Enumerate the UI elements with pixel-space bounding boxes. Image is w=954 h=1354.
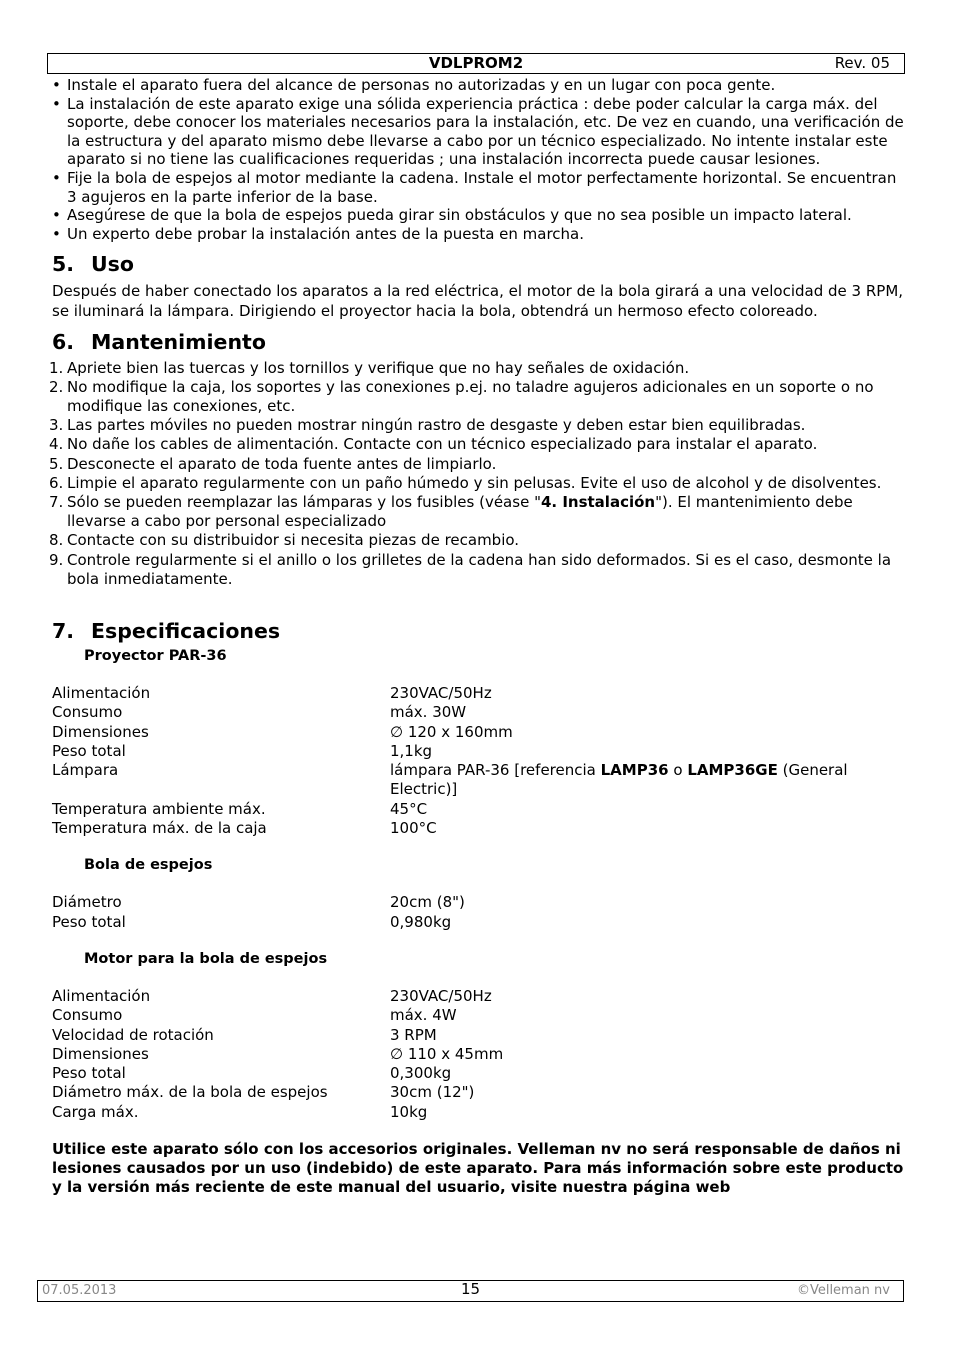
table-row: Velocidad de rotación 3 RPM	[52, 1025, 437, 1044]
footer-copyright: ©Velleman nv	[796, 1283, 890, 1298]
bullet-item: • Fije la bola de espejos al motor mediante la cadena. Instale el motor perfectamente horizontal. Se encuentran 3 agujeros en la parte inferior de la base.	[52, 168, 897, 206]
model-number: VDLPROM2	[428, 54, 524, 72]
list-item: 7. Sólo se pueden reemplazar las lámparas y los fusibles (véase "4. Instalación"). El mantenimiento debe llevarse a cabo por personal especializado	[49, 492, 853, 531]
maintenance-list	[49, 358, 907, 589]
table-row: Consumo máx. 30W	[52, 703, 467, 722]
section-heading-especificaciones: 7. Especificaciones	[52, 618, 281, 643]
table-row: Lámpara lámpara PAR-36 [referencia LAMP36 o LAMP36GE (General Electric)]	[52, 761, 848, 799]
table-row: Temperatura máx. de la caja 100°C	[52, 819, 437, 838]
bullet-icon: •	[52, 206, 61, 225]
revision-label: Rev. 05	[834, 54, 890, 72]
bullet-item: • La instalación de este aparato exige una sólida experiencia práctica : debe poder calcular la carga máx. del soporte, debe conocer los materiales necesarios para la instalación, etc. De vez en cuando, una verificación de la estructura y del aparato mismo debe llevarse a cabo por un técnico especializado. No intente instalar este aparato si no tiene las cualificaciones requeridas ; una instalación incorrecta puede causar lesiones.	[52, 94, 904, 169]
list-item: 2. No modifique la caja, los soportes y las conexiones p.ej. no taladre agujeros adicionales en un soporte o no modifique las conexiones, etc.	[49, 377, 874, 415]
table-row: Consumo máx. 4W	[52, 1006, 457, 1025]
table-row: Alimentación 230VAC/50Hz	[52, 986, 492, 1005]
list-item: 8. Contacte con su distribuidor si necesita piezas de recambio.	[49, 531, 520, 550]
bullet-item: • Un experto debe probar la instalación antes de la puesta en marcha.	[52, 224, 585, 243]
footer-date: 07.05.2013	[42, 1283, 117, 1298]
motor-spec-table	[52, 987, 905, 1122]
section-heading-uso: 5. Uso	[52, 252, 134, 277]
page-number: 15	[460, 1280, 481, 1298]
installation-bullets	[52, 76, 907, 243]
document-body	[49, 76, 907, 1197]
bullet-item: • Instale el aparato fuera del alcance de personas no autorizadas y en un lugar con poca gente.	[52, 76, 776, 94]
bullet-icon: •	[52, 168, 61, 187]
bullet-icon: •	[52, 224, 61, 243]
list-item: 5. Desconecte el aparato de toda fuente antes de limpiarlo.	[49, 454, 497, 473]
bullet-icon: •	[52, 76, 61, 94]
projector-subheading: Proyector PAR-36	[84, 647, 227, 664]
uso-paragraph: Después de haber conectado los aparatos a la red eléctrica, el motor de la bola girará a una velocidad de 3 RPM, se iluminará la lámpara. Dirigiendo el proyector hacia la bola, obtendrá un hermoso efecto coloreado.	[52, 282, 904, 320]
table-row: Dimensiones ∅ 120 x 160mm	[52, 722, 513, 741]
motor-subheading: Motor para la bola de espejos	[84, 950, 328, 967]
list-item: 3. Las partes móviles no pueden mostrar ningún rastro de desgaste y deben estar bien equilibradas.	[49, 416, 806, 435]
page-header	[47, 53, 905, 74]
table-row: Dimensiones ∅ 110 x 45mm	[52, 1044, 504, 1063]
section-heading-mantenimiento: 6. Mantenimiento	[52, 329, 266, 354]
projector-spec-table	[52, 684, 905, 838]
table-row: Diámetro 20cm (8")	[52, 893, 465, 912]
list-item: 9. Controle regularmente si el anillo o los grilletes de la cadena han sido deformados. Si es el caso, desmonte la bola inmediatamente.	[49, 550, 892, 588]
table-row: Temperatura ambiente máx. 45°C	[52, 799, 428, 818]
list-item: 1. Apriete bien las tuercas y los tornillos y verifique que no hay señales de oxidación.	[49, 358, 690, 377]
table-row: Alimentación 230VAC/50Hz	[52, 683, 492, 702]
ball-subheading: Bola de espejos	[84, 857, 213, 874]
table-row: Peso total 0,980kg	[52, 912, 452, 931]
bullet-icon: •	[52, 94, 61, 113]
table-row: Peso total 1,1kg	[52, 741, 433, 760]
table-row: Carga máx. 10kg	[52, 1102, 428, 1121]
table-row: Diámetro máx. de la bola de espejos 30cm (12")	[52, 1083, 475, 1102]
warning-paragraph: Utilice este aparato sólo con los accesorios originales. Velleman nv no será responsable de daños ni lesiones causados por un uso (indebido) de este aparato. Para más información sobre este producto y la versión más reciente de este manual del usuario, visite nuestra página web	[52, 1140, 904, 1197]
bullet-item: • Asegúrese de que la bola de espejos pueda girar sin obstáculos y que no sea posible un impacto lateral.	[52, 206, 852, 225]
ball-spec-table	[52, 893, 905, 932]
page-footer	[37, 1280, 904, 1302]
table-row: Peso total 0,300kg	[52, 1064, 452, 1083]
list-item: 4. No dañe los cables de alimentación. Contacte con un técnico especializado para instalar el aparato.	[49, 435, 818, 454]
list-item: 6. Limpie el aparato regularmente con un paño húmedo y sin pelusas. Evite el uso de alcohol y de disolventes.	[49, 473, 882, 492]
